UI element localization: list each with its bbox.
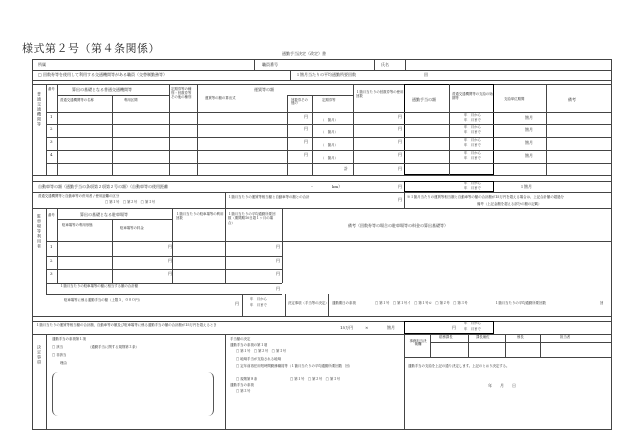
parking-row1-amount: 円 <box>276 244 280 249</box>
parking-row3-no: 3 <box>50 271 53 276</box>
combined-user-header: 普通交通機関等と自動車等の併用者 / 使用距離の区分 <box>38 194 120 198</box>
col-basis: 算出の基礎となる普通交通機関等 <box>72 87 132 92</box>
parking-row3-fee: 円 <box>168 271 172 276</box>
sharing-avg-unit: 回 <box>600 301 604 305</box>
parking-row2-no: 2 <box>50 258 53 263</box>
decision-note: 通勤手当の支給を上記の通り決定します。上記のとおり決定する。 <box>408 364 510 368</box>
excess-label: １箇月当たりの運賃等相当額の合計額、自動車等の額及び駐車場等に係る通勤手当の額の合計額が15万円を超えるとき <box>36 323 217 327</box>
row3-unit: 箇月 <box>525 140 533 145</box>
avg-commute-unit: 回 <box>424 72 428 77</box>
reason-bracket[interactable] <box>52 372 214 416</box>
parking-col-monthly: １箇月当たりの平均通勤所要回数（期間期10日超１ヶ月の場合） <box>228 212 276 225</box>
col-amount-count: 回数券その他の <box>291 98 308 106</box>
parking-col-basis: 算出の基礎となる駐車場等 <box>80 212 128 217</box>
parking-row1-no: 1 <box>50 244 53 249</box>
decision-label: 決定事項（手当等の決定） <box>288 301 329 305</box>
row2-start: 年 月から <box>464 125 481 129</box>
row3-no: 3 <box>50 139 53 144</box>
row1-unit: 箇月 <box>525 115 533 120</box>
col-amount-ticket: 定期券等 <box>322 98 336 102</box>
row4-yen: 円 <box>304 152 308 157</box>
combined-monthly-label: １箇月当たりの運賃等相当額と自動車等の額との合計 <box>228 195 310 199</box>
stamp-table <box>404 334 612 358</box>
parking-allowance-start: 年 月から <box>250 297 267 301</box>
total-yen: 円 <box>398 166 402 171</box>
total-label: 計 <box>344 166 348 171</box>
reason-label: 理由 <box>60 361 67 365</box>
section1-side-label: 普通交通機関等 <box>37 92 42 127</box>
row4-months: （ 箇月） <box>321 156 338 160</box>
parking-col-count: １箇月当たりの駐車場等の利用回数 <box>176 212 224 221</box>
distance-class-options[interactable]: □ 第１号 □ 第２号 □ 第３号 <box>105 200 156 204</box>
combined-monthly-yen: 円 <box>398 197 402 202</box>
label-staff-number: 職員番号 <box>262 62 278 67</box>
row4-end: 年 月まで <box>464 156 481 160</box>
car-label: 自動車等の額（通勤手当の条項第２項第２号の額）（自動車等の使用距離 <box>38 184 168 189</box>
decision-date: 年 月 日 <box>488 383 516 388</box>
row3-months: （ 箇月） <box>321 143 338 147</box>
row1-months: （ 箇月） <box>321 118 338 122</box>
col-amount-formula: 運賃等の額の算出式 <box>205 96 236 100</box>
col-amount: 運賃等の額 <box>254 87 274 92</box>
excess-multiply: × <box>365 325 369 330</box>
clause-opt-applicable[interactable]: □ 該当 <box>52 345 64 349</box>
sharing-avg-label: １箇月当たりの平均通勤所要回数 <box>495 301 546 305</box>
clause-opt-not-applicable[interactable]: □ 非該当 <box>52 353 67 357</box>
clause-label: 通勤手当の条項第１項 <box>52 337 86 341</box>
row4-no: 4 <box>50 152 53 157</box>
row3-end: 年 月まで <box>464 143 481 147</box>
excess-cap: 15万円 <box>340 325 354 330</box>
allowance-rule8[interactable]: □ 規則第８条 <box>236 377 258 381</box>
parking-allowance-yen: 円 <box>235 301 239 306</box>
car-start: 年 月から <box>464 181 481 185</box>
car-end: 年 月まで <box>464 186 481 190</box>
sharing-options[interactable]: □ 第１号 □ 第１号イ □ 第１号ロ □ 第２号 □ 第３号 <box>375 301 468 305</box>
allowance-reemployed-option[interactable]: □ 定年前再任用短時間勤務職員等（１箇月当たりの平均通勤所要回数 回） <box>236 364 353 368</box>
excess-note: ※１箇月当たりの運賃等相当額と自動車等の額の合計額が15万円を超える場合は、上記合計額の超過分 <box>407 195 564 199</box>
col-payment-start: 普通交通機関等の支給の始期等 <box>452 92 493 101</box>
allowance-clause-3: 通勤手当の条項 <box>230 383 254 387</box>
col-basis-name: 普通交通機関等の名称 <box>60 98 94 102</box>
col-allowance: 通勤手当の額 <box>412 97 436 102</box>
parking-sum-label: １箇月当たりの駐車場等の額に相当する額の合計額 <box>60 284 138 288</box>
decision-side-label: 決定事項 <box>37 345 42 365</box>
stamp-deputy: 課長補佐 <box>476 335 490 339</box>
col-no: 番号 <box>48 87 55 91</box>
stamp-officer: 担当者 <box>560 335 571 339</box>
col-period: 支給単位期間 <box>504 97 525 101</box>
excess-end: 年 月まで <box>464 327 481 331</box>
row2-months: （ 箇月） <box>321 130 338 134</box>
car-unit: １箇月 <box>520 184 532 189</box>
parking-col-no: 番号 <box>48 213 55 217</box>
parking-col-fee: 駐車場等の料金 <box>120 226 144 230</box>
clause-opt-note: （通勤手当に関する規則第３条） <box>88 345 139 349</box>
parking-col-note: 備考（回数券等の場合の駐車場等の料金の算出基礎等） <box>348 223 448 228</box>
row1-yen: 円 <box>304 114 308 119</box>
row2-end: 年 月まで <box>464 130 481 134</box>
row2-no: 2 <box>50 126 53 131</box>
parking-sum-yen: 円 <box>276 286 280 291</box>
parking-row2-amount: 円 <box>276 258 280 263</box>
car-km: km） <box>332 184 343 189</box>
row3-amount: 円 <box>398 139 402 144</box>
row3-start: 年 月から <box>464 138 481 142</box>
form-title: 様式第２号（第４条関係） <box>22 42 160 55</box>
document-title: 通勤手当決定（改定）書 <box>282 51 326 56</box>
label-avg-commute: １箇月当たりの平均通勤所要回数 <box>296 72 356 77</box>
label-name: 氏名 <box>381 62 389 67</box>
col-ticket-type: 定期券等の種別・回数券等その他の種別 <box>171 87 192 99</box>
excess-yen: 円 <box>452 325 456 330</box>
row2-unit: 箇月 <box>525 127 533 132</box>
sharing-label: 通勤期日の条項 <box>332 301 356 305</box>
car-dot: ・ <box>310 184 314 189</box>
row4-unit: 箇月 <box>525 153 533 158</box>
allowance-decision-title: 手当額の決定 <box>230 337 251 341</box>
allowance-clause: 通勤手当の条項の第１項 <box>230 343 268 347</box>
allowance-clause-3-option[interactable]: □ 第３号 <box>236 389 251 393</box>
allowance-clause-options[interactable]: □ 第１号 □ 第２号 □ 第３号 <box>236 349 287 353</box>
row4-start: 年 月から <box>464 151 481 155</box>
row2-amount: 円 <box>398 126 402 131</box>
parking-allowance-end: 年 月まで <box>250 303 267 307</box>
stamp-chief: 係長 <box>517 335 524 339</box>
row1-start: 年 月から <box>464 113 481 117</box>
parking-allowance-label: 駐車場等に係る通勤手当の額（上限５，０００円） <box>64 298 142 302</box>
label-shozoku: 所属 <box>38 62 46 67</box>
excess-months: 箇月 <box>387 325 395 330</box>
row4-amount: 円 <box>398 152 402 157</box>
parking-col-usage: 駐車場等の利用形態 <box>62 223 93 227</box>
section3-side-label: 駐車場等利用者 <box>37 214 42 249</box>
excess-start: 年 月から <box>464 321 481 325</box>
row1-no: 1 <box>50 114 53 119</box>
row1-amount: 円 <box>398 114 402 119</box>
parking-row3-amount: 円 <box>276 271 280 276</box>
col-basis-section: 利用区間 <box>124 98 138 102</box>
row2-yen: 円 <box>304 126 308 131</box>
col-monthly-count: １箇月当たりの回数券等の使用回数 <box>356 90 404 99</box>
car-yen: 円 <box>398 184 402 189</box>
allowance-rule8-options[interactable]: □ 第１号 □ 第２号 □ 第３号 <box>290 377 341 381</box>
stamp-clerk: 事務担当決裁欄 <box>409 339 427 347</box>
stamp-general-manager: 総務課長 <box>439 335 453 339</box>
check-ticket-users[interactable]: □ 回数券等を使用して利用する交通機関等がある職員（交替制勤務等） <box>38 72 168 77</box>
parking-row2-fee: 円 <box>168 258 172 263</box>
excess-note-2: 備考（上記金額を超える部分の額の記載） <box>477 202 542 206</box>
col-note: 備考 <box>568 97 576 102</box>
allowance-area-option[interactable]: □ 地域手当が支給される地域 <box>236 357 281 361</box>
row3-yen: 円 <box>304 139 308 144</box>
parking-row1-fee: 円 <box>168 244 172 249</box>
row1-end: 年 月まで <box>464 118 481 122</box>
